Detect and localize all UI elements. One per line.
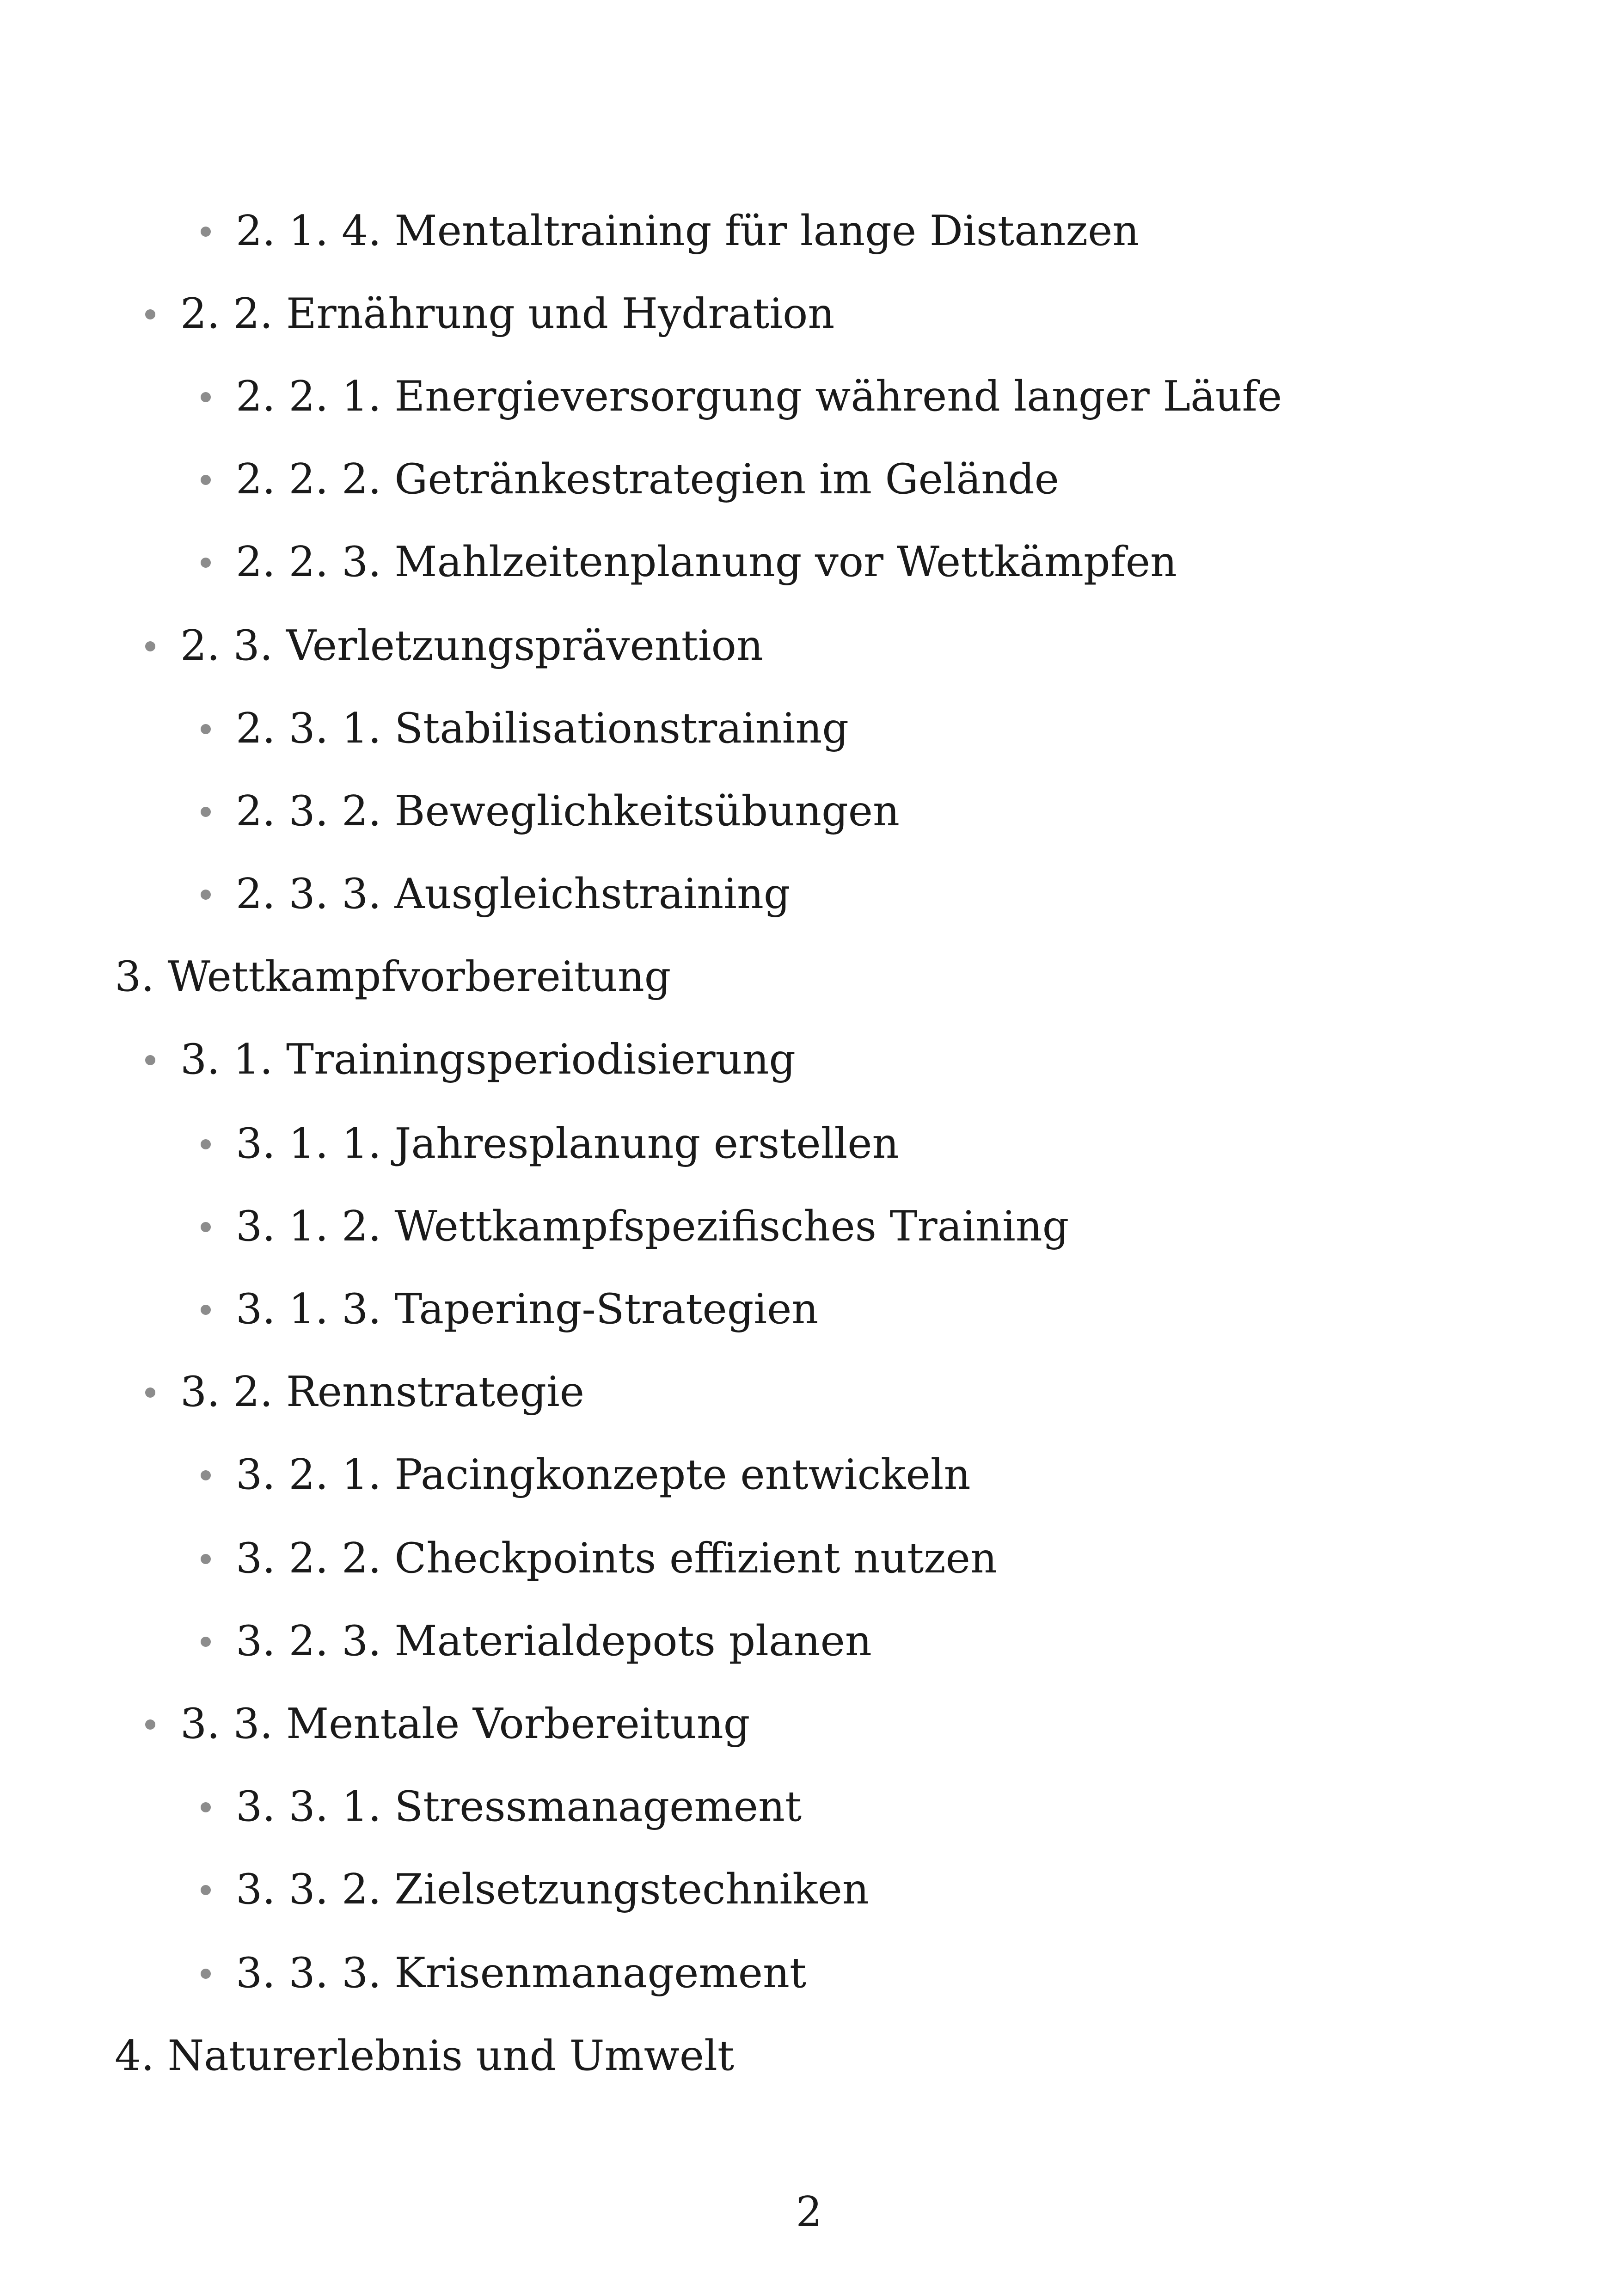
toc-entry-label: 3. 1. 2. Wettkampfspezifisches Training bbox=[236, 1202, 1069, 1251]
toc-section[interactable] bbox=[125, 618, 763, 674]
toc-entry-label: 2. 2. Ernährung und Hydration bbox=[180, 289, 835, 338]
bullet-icon bbox=[180, 1531, 236, 1586]
bullet-icon bbox=[125, 1032, 180, 1087]
bullet-icon bbox=[180, 1614, 236, 1669]
bullet-icon bbox=[180, 1779, 236, 1835]
toc-entry-label: 3. 3. 1. Stressmanagement bbox=[236, 1782, 802, 1831]
toc-subsection[interactable] bbox=[180, 1282, 818, 1337]
toc-chapter[interactable] bbox=[115, 2028, 734, 2084]
toc-entry-label: 3. 2. 1. Pacingkonzepte entwickeln bbox=[236, 1450, 971, 1499]
toc-entry-label: 2. 3. 2. Beweglichkeitsübungen bbox=[236, 787, 900, 835]
bullet-icon bbox=[180, 1116, 236, 1172]
toc-entry-label: 3. 2. 2. Checkpoints effizient nutzen bbox=[236, 1534, 997, 1583]
toc-entry-label: 2. 2. 3. Mahlzeitenplanung vor Wettkämpfen bbox=[236, 538, 1177, 586]
bullet-icon bbox=[180, 203, 236, 259]
toc-subsection[interactable] bbox=[180, 1116, 899, 1172]
toc-subsection[interactable] bbox=[180, 1862, 869, 1917]
toc-subsection[interactable] bbox=[180, 1779, 802, 1835]
toc-entry-label: 2. 2. 2. Getränkestrategien im Gelände bbox=[236, 455, 1060, 503]
toc-subsection[interactable] bbox=[180, 1614, 872, 1669]
bullet-icon bbox=[125, 286, 180, 342]
toc-entry-label: 2. 3. Verletzungsprävention bbox=[180, 621, 763, 670]
toc-chapter[interactable] bbox=[115, 949, 671, 1005]
page-number: 2 bbox=[796, 2188, 822, 2236]
toc-section[interactable] bbox=[125, 1032, 796, 1087]
toc-subsection[interactable] bbox=[180, 203, 1139, 259]
bullet-icon bbox=[125, 1364, 180, 1420]
toc-subsection[interactable] bbox=[180, 1199, 1069, 1254]
toc-entry-label: 3. 3. Mentale Vorbereitung bbox=[180, 1700, 750, 1748]
toc-entry-label: 4. Naturerlebnis und Umwelt bbox=[115, 2032, 735, 2080]
toc-section[interactable] bbox=[125, 286, 834, 342]
toc-entry-label: 3. 1. 1. Jahresplanung erstellen bbox=[236, 1119, 899, 1168]
toc-entry-label: 3. 1. 3. Tapering-Strategien bbox=[236, 1285, 819, 1333]
toc-subsection[interactable] bbox=[180, 534, 1177, 590]
toc-subsection[interactable] bbox=[180, 452, 1059, 507]
toc-subsection[interactable] bbox=[180, 1946, 806, 2001]
bullet-icon bbox=[125, 1696, 180, 1752]
toc-subsection[interactable] bbox=[180, 866, 791, 922]
toc-entry-label: 3. 3. 3. Krisenmanagement bbox=[236, 1949, 807, 1997]
bullet-icon bbox=[180, 866, 236, 922]
toc-subsection[interactable] bbox=[180, 1447, 971, 1503]
bullet-icon bbox=[180, 1946, 236, 2001]
toc-entry-label: 3. 2. Rennstrategie bbox=[180, 1368, 585, 1416]
toc-subsection[interactable] bbox=[180, 369, 1282, 424]
toc-entry-label: 2. 2. 1. Energieversorgung während langer Läufe bbox=[236, 372, 1282, 421]
bullet-icon bbox=[180, 1862, 236, 1917]
toc-section[interactable] bbox=[125, 1696, 750, 1752]
toc-subsection[interactable] bbox=[180, 1531, 997, 1586]
toc-entry-label: 2. 1. 4. Mentaltraining für lange Distanzen bbox=[236, 207, 1140, 255]
toc-entry-label: 2. 3. 3. Ausgleichstraining bbox=[236, 870, 791, 918]
bullet-icon bbox=[180, 369, 236, 424]
toc-entry-label: 3. 3. 2. Zielsetzungstechniken bbox=[236, 1865, 869, 1914]
bullet-icon bbox=[180, 701, 236, 756]
bullet-icon bbox=[180, 534, 236, 590]
toc-entry-label: 3. Wettkampfvorbereitung bbox=[115, 952, 671, 1001]
toc-entry-label: 2. 3. 1. Stabilisationstraining bbox=[236, 704, 849, 753]
bullet-icon bbox=[180, 1199, 236, 1254]
bullet-icon bbox=[180, 452, 236, 507]
bullet-icon bbox=[125, 618, 180, 674]
toc-subsection[interactable] bbox=[180, 784, 900, 839]
toc-subsection[interactable] bbox=[180, 701, 849, 756]
bullet-icon bbox=[180, 1447, 236, 1503]
toc-entry-label: 3. 2. 3. Materialdepots planen bbox=[236, 1617, 872, 1665]
bullet-icon bbox=[180, 784, 236, 839]
toc-section[interactable] bbox=[125, 1364, 584, 1420]
bullet-icon bbox=[180, 1282, 236, 1337]
toc-entry-label: 3. 1. Trainingsperiodisierung bbox=[180, 1035, 796, 1084]
